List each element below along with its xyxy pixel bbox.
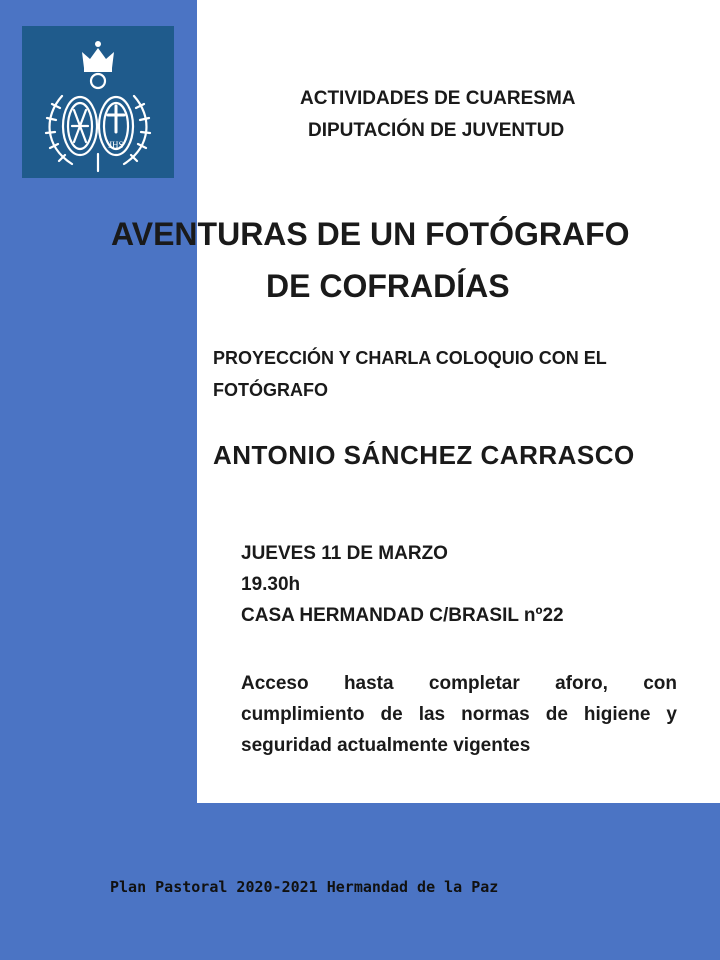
speaker-name: ANTONIO SÁNCHEZ CARRASCO — [213, 440, 635, 470]
event-place: CASA HERMANDAD C/BRASIL nº22 — [241, 605, 564, 626]
event-time: 19.30h — [241, 574, 301, 595]
event-subtitle: PROYECCIÓN Y CHARLA COLOQUIO CON EL FOTÓGRAFO — [213, 348, 607, 400]
crest-monogram: JHS — [108, 140, 124, 150]
footer-text: Plan Pastoral 2020-2021 Hermandad de la Paz — [110, 878, 499, 896]
event-date: JUEVES 11 DE MARZO — [241, 543, 448, 564]
access-notice: Acceso hasta completar aforo, con cumplimiento de las normas de higiene y seguridad actualmente vigentes — [241, 673, 677, 756]
department-label: DIPUTACIÓN DE JUVENTUD — [308, 120, 565, 141]
activity-label: ACTIVIDADES DE CUARESMA — [300, 88, 576, 109]
brotherhood-crest-icon — [22, 26, 174, 178]
event-title-line2: DE COFRADÍAS — [266, 268, 510, 304]
crest-logo — [22, 26, 174, 178]
event-title-line1: AVENTURAS DE UN FOTÓGRAFO — [111, 216, 630, 252]
event-details — [241, 538, 564, 631]
